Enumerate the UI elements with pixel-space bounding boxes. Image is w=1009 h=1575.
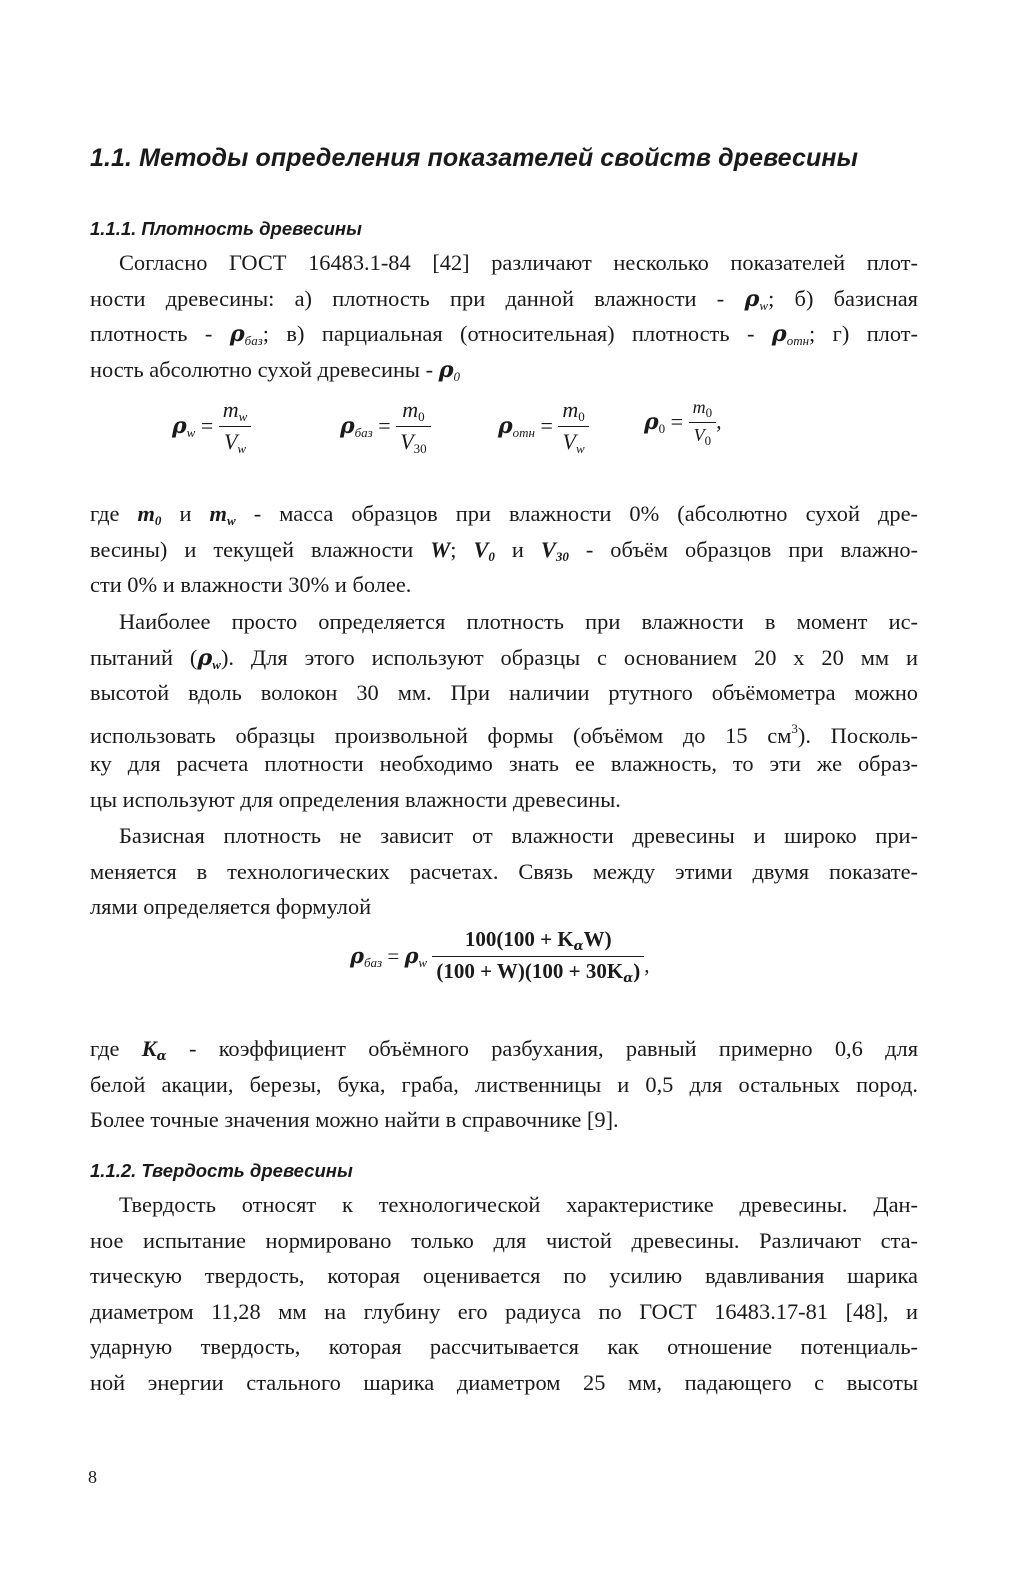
text-line: Твердость относят к технологической характеристике древесины. Дан- [119, 1192, 918, 1217]
section-title-hardness: 1.1.2. Твердость древесины [90, 1160, 353, 1181]
text-line: где $K_\alpha$ - коэффициент объёмного разбухания, равный примерно 0,6 для [90, 1036, 919, 1064]
formula-rho-baz: $\rho_{баз}$ = $\frac{m_0}{V_{30}}$ [340, 398, 431, 457]
text-line: использовать образцы произвольной формы (объёмом до 15 $см^3$). Посколь- [90, 720, 918, 748]
paragraph-swelling-coefficient [90, 1031, 918, 1138]
section-title-density: 1.1.1. Плотность древесины [90, 218, 362, 239]
text-line: где $m_0$ и $m_w$ - масса образцов при влажности 0% (абсолютно сухой дре- [90, 501, 918, 528]
page-number: 8 [88, 1467, 97, 1487]
text-line: ку для расчета плотности необходимо знать ее влажность, то эти же образ- [90, 751, 918, 777]
text-line: меняется в технологических расчетах. Связь между этими двумя показате- [90, 858, 918, 884]
text-line: Согласно ГОСТ 16483.1-84 [42] различают несколько показателей плот- [119, 250, 918, 275]
text-line: ности древесины: а) плотность при данной влажности - $\rho_w$; б) базисная [90, 285, 918, 313]
formula-basic-density: $\rho_{баз} = \rho_w$ $\frac{100(100 + K_\alpha W)}{(100 + W)(100 + 30K_\alpha)}$ , [350, 927, 650, 987]
text-line: сти 0% и влажности 30% и более. [90, 572, 412, 598]
text-line: Более точные значения можно найти в справочнике [9]. [90, 1107, 619, 1133]
paragraph-density-intro [90, 245, 918, 387]
text-line: ной энергии стального шарика диаметром 25 мм, падающего с высоты [90, 1369, 918, 1395]
paragraph-density-measurement [90, 604, 918, 818]
text-line: плотность - $\rho_{баз}$; в) парциальная (относительная) плотность - $\rho_{отн}$; г) плот- [90, 321, 918, 349]
text-line: ударную твердость, которая рассчитывается как отношение потенциаль- [90, 1334, 918, 1360]
formula-rho-w: $\rho_w$ = $\frac{m_w}{V_w}$ [172, 398, 251, 457]
text-line: цы используют для определения влажности древесины. [90, 786, 621, 812]
text-line: весины) и текущей влажности W; $V_0$ и $V_{30}$ - объём образцов при влажно- [90, 536, 918, 564]
text-line: высотой вдоль волокон 30 мм. При наличии ртутного объёмометра можно [90, 680, 918, 706]
paragraph-hardness [90, 1187, 918, 1401]
text-line: белой акации, березы, бука, граба, лиственницы и 0,5 для остальных пород. [90, 1071, 918, 1097]
paragraph-basic-density [90, 818, 918, 925]
text-line: Базисная плотность не зависит от влажности древесины и широко при- [119, 823, 918, 848]
text-line: пытаний $(\rho_w)$. Для этого используют образцы с основанием 20 х 20 мм и [90, 644, 918, 672]
text-line: лями определяется формулой [90, 894, 372, 920]
text-line: диаметром 11,28 мм на глубину его радиуса по ГОСТ 16483.17-81 [48], и [90, 1298, 918, 1324]
text-line: тическую твердость, которая оценивается по усилию вдавливания шарика [90, 1263, 918, 1289]
formula-rho-0: $\rho_0$ = $\frac{m_0}{V_0}$ , [644, 397, 722, 449]
text-line: ность абсолютно сухой древесины - $\rho_0$ [90, 356, 461, 384]
chapter-heading: 1.1. Методы определения показателей свойств древесины [90, 144, 859, 172]
formula-rho-otn: $\rho_{отн}$ = $\frac{m_0}{V_w}$ [498, 398, 589, 457]
text-line: Наиболее просто определяется плотность при влажности в момент ис- [119, 609, 918, 634]
text-line: ное испытание нормировано только для чистой древесины. Различают ста- [90, 1227, 918, 1253]
paragraph-variables [90, 496, 918, 603]
